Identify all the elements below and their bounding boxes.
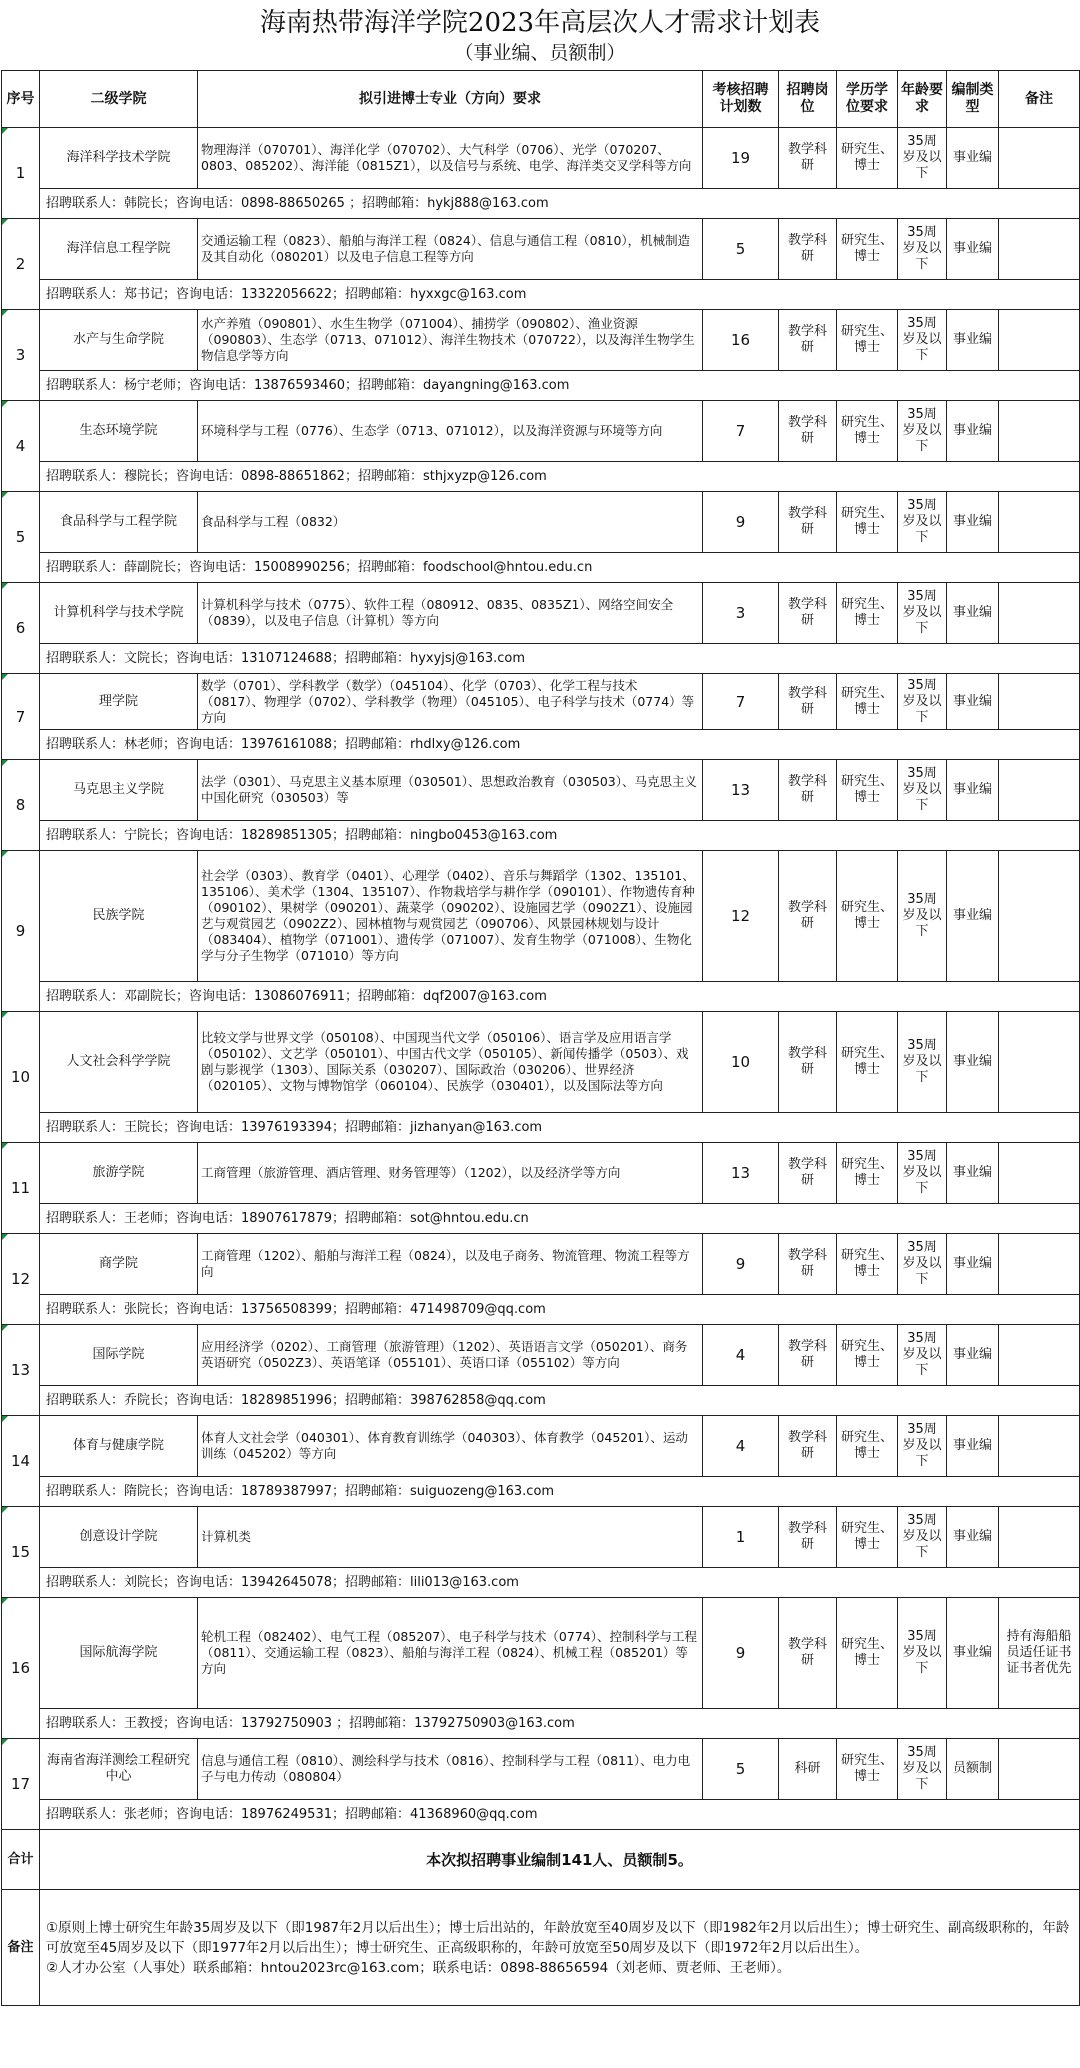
staffing-type: 事业编 [947, 760, 999, 821]
table-row [2, 1234, 1080, 1295]
contact-info: 招聘联系人：杨宁老师；咨询电话：13876593460；招聘邮箱：dayangning@163.com [40, 371, 1080, 401]
staffing-type: 事业编 [947, 1143, 999, 1204]
degree-requirement: 研究生、博士 [837, 219, 898, 280]
college-name: 计算机科学与技术学院 [40, 583, 198, 644]
remark [999, 219, 1080, 280]
contact-info: 招聘联系人：宁院长；咨询电话：18289851305；招聘邮箱：ningbo0453@163.com [40, 821, 1080, 851]
college-name: 人文社会科学学院 [40, 1012, 198, 1113]
age-requirement: 35周岁及以下 [898, 760, 947, 821]
major-requirement: 社会学（0303）、教育学（0401）、心理学（0402）、音乐与舞蹈学（1302、135101、135106）、美术学（1304、135107）、作物栽培学与耕作学（090101）、作物遗传育种（090102）、果树学（090201）、蔬菜学（090202）、设施园艺学（0902Z1）、设施园艺与观赏园艺（0902Z2）、园林植物与观赏园艺（090706）、风景园林规划与设计（083404）、植物学（071001）、遗传学（071007）、发育生物学（071008）、生物化学与分子生物学（071010）等方向 [198, 851, 703, 982]
degree-requirement: 研究生、博士 [837, 1234, 898, 1295]
degree-requirement: 研究生、博士 [837, 1143, 898, 1204]
age-requirement: 35周岁及以下 [898, 492, 947, 553]
contact-row [2, 462, 1080, 492]
major-requirement: 计算机类 [198, 1507, 703, 1568]
degree-requirement: 研究生、博士 [837, 1739, 898, 1800]
contact-row [2, 189, 1080, 219]
plan-count: 12 [703, 851, 779, 982]
degree-requirement: 研究生、博士 [837, 1325, 898, 1386]
post-name: 教学科研 [779, 1325, 837, 1386]
demand-table [1, 70, 1080, 2006]
remark [999, 760, 1080, 821]
college-name: 水产与生命学院 [40, 310, 198, 371]
contact-info: 招聘联系人：张院长；咨询电话：13756508399；招聘邮箱：471498709@qq.com [40, 1295, 1080, 1325]
age-requirement: 35周岁及以下 [898, 1234, 947, 1295]
college-name: 国际学院 [40, 1325, 198, 1386]
age-requirement: 35周岁及以下 [898, 310, 947, 371]
degree-requirement: 研究生、博士 [837, 128, 898, 189]
table-row [2, 310, 1080, 371]
contact-info: 招聘联系人：文院长；咨询电话：13107124688；招聘邮箱：hyxyjsj@163.com [40, 644, 1080, 674]
page-title: 海南热带海洋学院2023年高层次人才需求计划表 [259, 8, 821, 38]
age-requirement: 35周岁及以下 [898, 674, 947, 730]
row-index: 5 [2, 492, 40, 583]
staffing-type: 员额制 [947, 1739, 999, 1800]
staffing-type: 事业编 [947, 401, 999, 462]
staffing-type: 事业编 [947, 492, 999, 553]
post-name: 教学科研 [779, 674, 837, 730]
contact-info: 招聘联系人：穆院长；咨询电话：0898-88651862；招聘邮箱：sthjxyzp@126.com [40, 462, 1080, 492]
major-requirement: 物理海洋（070701）、海洋化学（070702）、大气科学（0706）、光学（070207、0803、085202）、海洋能（0815Z1），以及信号与系统、电学、海洋类交叉学科等方向 [198, 128, 703, 189]
college-name: 国际航海学院 [40, 1598, 198, 1709]
major-requirement: 法学（0301）、马克思主义基本原理（030501）、思想政治教育（030503）、马克思主义中国化研究（030503）等 [198, 760, 703, 821]
plan-count: 9 [703, 1598, 779, 1709]
degree-requirement: 研究生、博士 [837, 1507, 898, 1568]
contact-info: 招聘联系人：张老师；咨询电话：18976249531；招聘邮箱：41368960@qq.com [40, 1800, 1080, 1830]
contact-row [2, 1568, 1080, 1598]
staffing-type: 事业编 [947, 310, 999, 371]
table-row [2, 583, 1080, 644]
header-type: 编制类型 [947, 71, 999, 128]
age-requirement: 35周岁及以下 [898, 1416, 947, 1477]
post-name: 科研 [779, 1739, 837, 1800]
staffing-type: 事业编 [947, 1507, 999, 1568]
degree-requirement: 研究生、博士 [837, 492, 898, 553]
degree-requirement: 研究生、博士 [837, 1012, 898, 1113]
plan-count: 5 [703, 219, 779, 280]
college-name: 海南省海洋测绘工程研究中心 [40, 1739, 198, 1800]
college-name: 食品科学与工程学院 [40, 492, 198, 553]
notes-row [2, 1890, 1080, 2006]
major-requirement: 交通运输工程（0823）、船舶与海洋工程（0824）、信息与通信工程（0810），机械制造及其自动化（080201）以及电子信息工程等方向 [198, 219, 703, 280]
plan-count: 16 [703, 310, 779, 371]
staffing-type: 事业编 [947, 128, 999, 189]
contact-info: 招聘联系人：薛副院长；咨询电话：15008990256；招聘邮箱：foodschool@hntou.edu.cn [40, 553, 1080, 583]
plan-count: 13 [703, 1143, 779, 1204]
college-name: 旅游学院 [40, 1143, 198, 1204]
remark [999, 851, 1080, 982]
table-row [2, 851, 1080, 982]
header-major: 拟引进博士专业（方向）要求 [198, 71, 703, 128]
plan-count: 4 [703, 1416, 779, 1477]
table-row [2, 760, 1080, 821]
major-requirement: 工商管理（1202）、船舶与海洋工程（0824），以及电子商务、物流管理、物流工程等方向 [198, 1234, 703, 1295]
row-index: 17 [2, 1739, 40, 1830]
row-index: 11 [2, 1143, 40, 1234]
staffing-type: 事业编 [947, 1012, 999, 1113]
notes-label: 备注 [2, 1890, 40, 2006]
table-row [2, 1739, 1080, 1800]
table-row [2, 1416, 1080, 1477]
contact-row [2, 644, 1080, 674]
age-requirement: 35周岁及以下 [898, 1598, 947, 1709]
total-row [2, 1830, 1080, 1890]
remark [999, 1507, 1080, 1568]
row-index: 7 [2, 674, 40, 760]
college-name: 商学院 [40, 1234, 198, 1295]
remark [999, 128, 1080, 189]
college-name: 民族学院 [40, 851, 198, 982]
notes-line-2: ②人才办公室（人事处）联系邮箱：hntou2023rc@163.com；联系电话：0898-88656594（刘老师、贾老师、王老师）。 [46, 1959, 791, 1976]
major-requirement: 环境科学与工程（0776）、生态学（0713、071012），以及海洋资源与环境等方向 [198, 401, 703, 462]
contact-row [2, 1113, 1080, 1143]
plan-count: 19 [703, 128, 779, 189]
total-label: 合计 [2, 1830, 40, 1890]
contact-row [2, 280, 1080, 310]
age-requirement: 35周岁及以下 [898, 401, 947, 462]
header-age: 年龄要求 [898, 71, 947, 128]
post-name: 教学科研 [779, 1234, 837, 1295]
contact-info: 招聘联系人：王教授；咨询电话：13792750903 ；招聘邮箱：13792750903@163.com [40, 1709, 1080, 1739]
header-college: 二级学院 [40, 71, 198, 128]
contact-info: 招聘联系人：邓副院长；咨询电话：13086076911；招聘邮箱：dqf2007@163.com [40, 982, 1080, 1012]
age-requirement: 35周岁及以下 [898, 128, 947, 189]
staffing-type: 事业编 [947, 1598, 999, 1709]
row-index: 8 [2, 760, 40, 851]
row-index: 6 [2, 583, 40, 674]
degree-requirement: 研究生、博士 [837, 1416, 898, 1477]
age-requirement: 35周岁及以下 [898, 851, 947, 982]
plan-count: 9 [703, 492, 779, 553]
contact-info: 招聘联系人：韩院长；咨询电话：0898-88650265 ；招聘邮箱：hykj888@163.com [40, 189, 1080, 219]
age-requirement: 35周岁及以下 [898, 1739, 947, 1800]
degree-requirement: 研究生、博士 [837, 1598, 898, 1709]
table-row [2, 128, 1080, 189]
major-requirement: 信息与通信工程（0810）、测绘科学与技术（0816）、控制科学与工程（0811）、电力电子与电力传动（080804） [198, 1739, 703, 1800]
plan-count: 13 [703, 760, 779, 821]
contact-row [2, 1386, 1080, 1416]
college-name: 理学院 [40, 674, 198, 730]
table-row [2, 674, 1080, 730]
degree-requirement: 研究生、博士 [837, 851, 898, 982]
remark [999, 1012, 1080, 1113]
table-row [2, 1507, 1080, 1568]
major-requirement: 轮机工程（082402）、电气工程（085207）、电子科学与技术（0774）、控制科学与工程（0811）、交通运输工程（0823）、船舶与海洋工程（0824）、机械工程（085201）等方向 [198, 1598, 703, 1709]
plan-count: 5 [703, 1739, 779, 1800]
post-name: 教学科研 [779, 492, 837, 553]
post-name: 教学科研 [779, 1012, 837, 1113]
contact-row [2, 1477, 1080, 1507]
post-name: 教学科研 [779, 851, 837, 982]
header-count: 考核招聘计划数 [703, 71, 779, 128]
age-requirement: 35周岁及以下 [898, 1507, 947, 1568]
row-index: 15 [2, 1507, 40, 1598]
remark [999, 1325, 1080, 1386]
row-index: 3 [2, 310, 40, 401]
post-name: 教学科研 [779, 583, 837, 644]
college-name: 海洋科学技术学院 [40, 128, 198, 189]
major-requirement: 应用经济学（0202）、工商管理（旅游管理）（1202）、英语语言文学（050201）、商务英语研究（0502Z3）、英语笔译（055101）、英语口译（055102）等方向 [198, 1325, 703, 1386]
row-index: 16 [2, 1598, 40, 1739]
row-index: 14 [2, 1416, 40, 1507]
header-post: 招聘岗位 [779, 71, 837, 128]
plan-count: 4 [703, 1325, 779, 1386]
remark: 持有海船船员适任证书证书者优先 [999, 1598, 1080, 1709]
staffing-type: 事业编 [947, 583, 999, 644]
contact-info: 招聘联系人：刘院长；咨询电话：13942645078；招聘邮箱：lili013@163.com [40, 1568, 1080, 1598]
contact-row [2, 1800, 1080, 1830]
post-name: 教学科研 [779, 401, 837, 462]
contact-info: 招聘联系人：王院长；咨询电话：13976193394；招聘邮箱：jizhanyan@163.com [40, 1113, 1080, 1143]
remark [999, 583, 1080, 644]
plan-count: 3 [703, 583, 779, 644]
plan-count: 1 [703, 1507, 779, 1568]
notes-line-1: ①原则上博士研究生年龄35周岁及以下（即1987年2月以后出生）；博士后出站的，年龄放宽至40周岁及以下（即1982年2月以后出生）；博士研究生、副高级职称的，年龄可放宽至45周岁及以下（即1977年2月以后出生）；博士研究生、正高级职称的，年龄可放宽至50周岁及以下（即1972年2月以后出生）。 [46, 1919, 1070, 1956]
contact-info: 招聘联系人：郑书记；咨询电话：13322056622；招聘邮箱：hyxxgc@163.com [40, 280, 1080, 310]
row-index: 4 [2, 401, 40, 492]
contact-row [2, 730, 1080, 760]
notes-cell [40, 1890, 1080, 2006]
remark [999, 1416, 1080, 1477]
row-index: 10 [2, 1012, 40, 1143]
remark [999, 492, 1080, 553]
header-remark: 备注 [999, 71, 1080, 128]
staffing-type: 事业编 [947, 1325, 999, 1386]
contact-info: 招聘联系人：林老师；咨询电话：13976161088；招聘邮箱：rhdlxy@126.com [40, 730, 1080, 760]
major-requirement: 数学（0701）、学科教学（数学）（045104）、化学（0703）、化学工程与技术（0817）、物理学（0702）、学科教学（物理）（045105）、电子科学与技术（0774）等方向 [198, 674, 703, 730]
post-name: 教学科研 [779, 760, 837, 821]
staffing-type: 事业编 [947, 219, 999, 280]
table-row [2, 1598, 1080, 1709]
degree-requirement: 研究生、博士 [837, 583, 898, 644]
table-row [2, 401, 1080, 462]
post-name: 教学科研 [779, 310, 837, 371]
plan-count: 7 [703, 674, 779, 730]
age-requirement: 35周岁及以下 [898, 1325, 947, 1386]
contact-info: 招聘联系人：王老师；咨询电话：18907617879；招聘邮箱：sot@hntou.edu.cn [40, 1204, 1080, 1234]
page-subtitle: （事业编、员额制） [454, 42, 626, 64]
major-requirement: 工商管理（旅游管理、酒店管理、财务管理等）（1202），以及经济学等方向 [198, 1143, 703, 1204]
total-text: 本次拟招聘事业编制141人、员额制5。 [40, 1830, 1080, 1890]
college-name: 马克思主义学院 [40, 760, 198, 821]
contact-row [2, 553, 1080, 583]
staffing-type: 事业编 [947, 674, 999, 730]
major-requirement: 食品科学与工程（0832） [198, 492, 703, 553]
major-requirement: 计算机科学与技术（0775）、软件工程（080912、0835、0835Z1）、网络空间安全（0839），以及电子信息（计算机）等方向 [198, 583, 703, 644]
college-name: 体育与健康学院 [40, 1416, 198, 1477]
post-name: 教学科研 [779, 219, 837, 280]
staffing-type: 事业编 [947, 1234, 999, 1295]
post-name: 教学科研 [779, 1507, 837, 1568]
row-index: 9 [2, 851, 40, 1012]
contact-row [2, 1709, 1080, 1739]
contact-row [2, 982, 1080, 1012]
row-index: 12 [2, 1234, 40, 1325]
table-row [2, 1143, 1080, 1204]
age-requirement: 35周岁及以下 [898, 1143, 947, 1204]
post-name: 教学科研 [779, 1143, 837, 1204]
remark [999, 674, 1080, 730]
header-degree: 学历学位要求 [837, 71, 898, 128]
degree-requirement: 研究生、博士 [837, 760, 898, 821]
remark [999, 310, 1080, 371]
remark [999, 1143, 1080, 1204]
plan-count: 7 [703, 401, 779, 462]
contact-row [2, 1295, 1080, 1325]
college-name: 生态环境学院 [40, 401, 198, 462]
contact-info: 招聘联系人：隋院长；咨询电话：18789387997；招聘邮箱：suiguozeng@163.com [40, 1477, 1080, 1507]
plan-count: 10 [703, 1012, 779, 1113]
row-index: 1 [2, 128, 40, 219]
staffing-type: 事业编 [947, 851, 999, 982]
contact-row [2, 371, 1080, 401]
contact-info: 招聘联系人：乔院长；咨询电话：18289851996；招聘邮箱：398762858@qq.com [40, 1386, 1080, 1416]
remark [999, 1739, 1080, 1800]
major-requirement: 比较文学与世界文学（050108）、中国现当代文学（050106）、语言学及应用语言学（050102）、文艺学（050101）、中国古代文学（050105）、新闻传播学（0503）、戏剧与影视学（1303）、国际关系（030207）、国际政治（030206）、世界经济（020105）、文物与博物馆学（060104）、民族学（030401），以及国际法等方向 [198, 1012, 703, 1113]
degree-requirement: 研究生、博士 [837, 401, 898, 462]
major-requirement: 水产养殖（090801）、水生生物学（071004）、捕捞学（090802）、渔业资源（090803）、生态学（0713、071012）、海洋生物技术（070722），以及海洋生物学生物信息学等方向 [198, 310, 703, 371]
row-index: 13 [2, 1325, 40, 1416]
contact-row [2, 821, 1080, 851]
degree-requirement: 研究生、博士 [837, 310, 898, 371]
post-name: 教学科研 [779, 128, 837, 189]
post-name: 教学科研 [779, 1416, 837, 1477]
age-requirement: 35周岁及以下 [898, 219, 947, 280]
college-name: 创意设计学院 [40, 1507, 198, 1568]
staffing-type: 事业编 [947, 1416, 999, 1477]
age-requirement: 35周岁及以下 [898, 1012, 947, 1113]
college-name: 海洋信息工程学院 [40, 219, 198, 280]
header-index: 序号 [2, 71, 40, 128]
table-row [2, 1012, 1080, 1113]
plan-count: 9 [703, 1234, 779, 1295]
age-requirement: 35周岁及以下 [898, 583, 947, 644]
post-name: 教学科研 [779, 1598, 837, 1709]
contact-row [2, 1204, 1080, 1234]
table-row [2, 492, 1080, 553]
remark [999, 401, 1080, 462]
major-requirement: 体育人文社会学（040301）、体育教育训练学（040303）、体育教学（045201）、运动训练（045202）等方向 [198, 1416, 703, 1477]
remark [999, 1234, 1080, 1295]
row-index: 2 [2, 219, 40, 310]
header-row [2, 71, 1080, 128]
degree-requirement: 研究生、博士 [837, 674, 898, 730]
table-row [2, 1325, 1080, 1386]
table-row [2, 219, 1080, 280]
